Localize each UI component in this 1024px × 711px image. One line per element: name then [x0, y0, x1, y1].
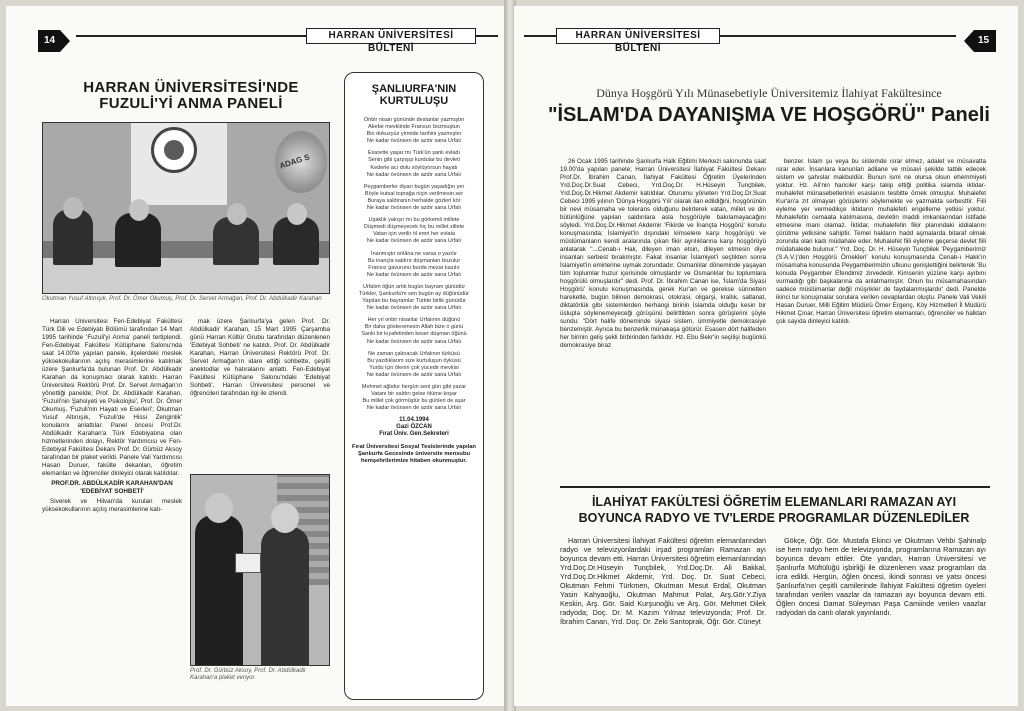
poem-title: [345, 83, 483, 107]
poem-footnote: Fırat Üniversitesi Sosyal Tesislerinde yapılan Şanlıurfa Gecesinde üniversite mensubu hemşehrilerimize hitaben okunmuştur.: [352, 444, 476, 465]
poem-title-line1: ŞANLIURFA'NIN: [371, 83, 457, 95]
poem-stanza: Onbir nisan gününde destanlar yazmıştın Akebe mevkiinde Fransızı bozmuştun Bin dokuzyüz yirmide tarihini yazmıştın Ne kadar övünsen de azdır sana Urfalı: [363, 117, 465, 145]
article-title-line2: FUZULİ'Yİ ANMA PANELİ: [99, 95, 283, 112]
page-number-badge: [38, 30, 70, 52]
article2-title-line1: İLAHİYAT FAKÜLTESİ ÖĞRETİM ELEMANLARI RAMAZAN AYI: [591, 495, 957, 509]
poem-date: 11.04.1994: [399, 417, 429, 424]
article2-col2: [776, 536, 986, 696]
poem-author-title: Fırat Üniv. Gen.Sekreteri: [379, 431, 449, 438]
article1-col2: [776, 158, 986, 478]
right-page: [514, 6, 1018, 706]
poem-stanza: Mehmet ağlıdur hergün seni gün gibi yazar Vatanı bir saldırı gelse ölüme koşar Bu millet çok görmüştür bu günleri de aşar Ne kadar övünsen de azdır sana Urfalı: [361, 384, 467, 412]
poem-stanza: Ne zaman çalınacak Urfalının türküsü Bu yazdıklarım size kurtuluşun öyküsü Yurdu için ölenin çok yücedir mevkisi Ne kadar övünsen de azdır sana Urfalı: [366, 350, 462, 378]
header-rule-right: [476, 35, 498, 37]
poem-stanza: Uşaklık yakışır mı bu görkemli millete Düşmedi düşmeyecek hiç bu millet zillete Vatan için verilir öl emri her evlata Ne kadar övünsen de azdır sana Urfalı: [363, 217, 465, 245]
article1-col1: [560, 158, 766, 478]
poem-title-line2: KURTULUŞU: [379, 95, 449, 107]
poem-stanza: Urfalım öğün artık bugün bayram günüdür Türkler, Şanlıurfa'm sen bugün ay düğünüdür Yapılan bu bayramlar Türkte birlik günüdür Ne kadar övünsen de azdır sana Urfalı: [359, 283, 469, 312]
poem-author: Gazi ÖZCAN: [396, 424, 432, 431]
plaque: [235, 553, 261, 573]
university-seal-icon: [151, 127, 197, 173]
photo1-caption: Okutman Yusuf Altınışık, Prof. Dr. Ömer Okumuş, Prof. Dr. Servet Armağan, Prof. Dr. Abdülkadir Karahan: [42, 296, 322, 302]
header-rule-right: [720, 35, 956, 37]
wreath-ribbon-text: ADAG S: [278, 152, 311, 171]
article2-col2-text: Gökçe, Öğr. Gör. Mustafa Ekinci ve Okutman Vehbi Şahinalp ise hem radyo hem de televizyonda, programlarına Ramazan ayı boyunca devam ettiler. Öte yandan, Harran Üniversitesi ve Şanlıurfa Müftülüğü işbirliği ile düzenlenen vaaz programları da icra edildi. Hergün, öğlen öncesi, ikindi sonrası ve yatsı öncesi Şanlıurfa'nın çeşitli camilerinde İlahiyat Fakültesi öğretim üyeleri tarafından verilen vaazlar da ramazan ayı boyunca devam etti. Öğlen öncesi Damat Süleyman Paşa Camiinde verilen vaazlar radyodan da canlı olarak yayınlandı.: [776, 536, 986, 617]
article-col1-text: Harran Üniversitesi Fen-Edebiyat Fakültesi Türk Dili ve Edebiyatı Bölümü tarafından 14 Mart 1995 tarihinde 'Fuzuli'yi Anma' paneli tertiplendi. Fen-Edebiyat Fakültesi Kütüphane Salonu'nda saat 14.00'te yapılan panele, ilçelerdeki meslek yüksekokullarının açılış merasimlerine katılmak üzere Şanlıurfa'da bulunan Prof. Dr. Abdülkadir Karahan da konuşmacı olarak katıldı. Harran Üniversitesi Rektörü Prof. Dr. Servet Armağan'ın yönettiği panelde; Prof. Dr. Abdülkadir Karahan, 'Fuzuli'nin Şahsiyeti ve Psikolojisi', Prof. Dr. Ömer Okumuş, 'Fuzuli'nin Hayatı ve Eserleri'; Okutman Yusuf Altınışık, 'Fuzuli'de Hissi Zenginlik' konularını anlattılar. Panel öncesi Prof.Dr. Abdülkadir Karahan'a Türk Edebiyatına olan hizmetlerinden dolayı, Rektör Yardımcısı ve Fen-Edebiyat Fakültesi Dekanı Prof. Dr. Gürbüz Aksoy tarafından bir plaket verildi. Panele Vali Yardımcısı Hasan Duruer, fakülte dekanları, öğretim elemanları ve öğrenciler dinleyici olarak katıldılar.: [42, 318, 182, 477]
article1-col1-text: 26 Ocak 1995 tarihinde Şanlıurfa Halk Eğitimi Merkezi salonunda saat 19.00'da yapılan panele; Harran Üniversitesi İlahiyat Fakültesi Dekanı Prof.Dr. İbrahim Canan, İlahiyat Fakültesi Öğretim Üyelerinden Yrd.Doç.Dr.Suat Cebeci, Yrd.Doç.Dr. H.Hüseyin Tunçbilek, Yrd.Doç.Dr.Hikmet Akdemir katıldılar. Oturumu yöneten Yrd.Doç.Dr.Suat Cebeci 1995 yılının 'Dünya Hoşgörü Yılı' olarak ilan edildiğini, hoşgörünün bir nevi müsamaha ve tolerans olduğunu belirterek vatan, millet ve din bütünlüğüne yapılan saldırılara asla hoşgörüyle bakılamayacağını söyledi. Yrd.Doç.Dr.Hikmet Akdemir 'Fikirde ve İnançta Hoşgörü' konulu konuşmasında; İslamiyet'in dışındaki kimselere karşı hoşgörüyü ve müslümanların kendi aralarında çıkan fikir ayrılıklarına karşı hoşgörüyü anlatarak "...Cenab-ı Hak, dileyen iman etsin, dileyen etmesin diye insanları serbest bırakmıştır. Fakat insanlar İslamiyet'i seçtikten sonra İslamiyet'in emirlerine uymak zorundadır. Osmanlılar döneminde yaşayan tüm toplumlar huzur içerisinde olmuşlardır ve Osmanlılar bu toplumlara hoşgörülü olmuşlardır" dedi. Prof. Dr. İbrahim Canan ise, 'İslam'da Siyasi Hoşgörü' konulu konuşmasında, gerek Kur'an ve gerekse sünnetten hareketle, bugün bilinen demokrasi, otokrasi, oligarşi, krallık, saltanat, diktatörlük gibi sistemlerden herhangi birinin İslamda olduğu kesin bir üslupla söylenemeyeceği görüşünü belirttikten sonra görüşlerini şöyle sundu: "Dört halife döneminde siyasi sistem, ümmiyetle demokrasiye benzemiştir. Ayrıca bu benzerlik münakaşa götürür. Esasen dört halifeden her birinin geliş şekli birbirinden farklıdır. Hz. Ebu Bekr'in seçilişi bugünkü demokrasiye biraz: [560, 158, 766, 349]
article1-col2-text: benzer. İslam şu veya bu sistemde ısrar etmez, adalet ve müsavatta ısrar eder. İnsanlara kanunları adilane ve müsavi şekilde tatbik edecek sistem ve şahıslar makbuldür. Bunun ismi ne olursa olsun ehemmiyeti yoktur. Hz. Ali'nin hariciler karşı takip ettiği politika islamda iktidar-muhalefet münasebetlerinin esaslarını tesbitte örnek olmuştur. Muhalefet Kur'an'a zıt olmayan görüşlerini söylemekte ve yazmakta serbesttir. Fiili eyleme yer vermedikçe iktidarın muhalefeti engelleme yetkisi yoktur. Muhalefetin cemaata katılmasına, devletin maddi imkanlarından istifade etmesine mani olamaz. İktidar, muhalefetin fikir planındaki iddialarını çürütme yetkisine sahiptir. Temel hakların hadd aşmalarda bitaraf olmak zorunda olan kadı müdahale eder. Muhalefet fiili eyleme geçerse devlet fiili müdahalede bulunur." Yrd. Doç. Dr. H. Hüseyin Tunçbilek 'Peygamberimiz (S.A.V.)'den Hoşgörü Örnekleri' konulu konuşmasında Cenab-ı Hakk'ın müsamaha konusunda Peygamberimizin ufkunu genişlettiğini belirterek 'Bu konuda Peygamber Efendimiz zirvededir. Kimsenin yüzüne karşı ayıbını vurmadığı gibi başkalarına da anlatmamıştır. Onun bu müsamahasından sadece müslümanlar değil müşrikler de faydalanmışlardır' dedi. Panelde ikinci tur konuşmalar sorulara verilen cevaplardan oluştu. Panele Vali Vekili Hasan Duruer, Milli Eğitim Müdürü Ömer Ergenç, Köy Hizmetleri İl Müdürü Hikmet Çınar, Harran Üniversitesi öğretim elemanları, öğrenciler ve halktan çok sayıda dinleyici katıldı.: [776, 158, 986, 325]
poem-stanza: İnanmıştır onlâna ne varsa o yazılır Bu inançla saldırır düşmanları bozulur Fransız gavurunu burda mezar kazılır Ne kadar övünsen de azdır sana Urfalı: [366, 250, 462, 278]
plaque-photo: [190, 474, 330, 666]
poem-stanza: Peygamberler diyarı bugün yaşadığın yer Böyle kutsal toprağa niçin verilmesin ser Buraya saldıranın herhalde gözleri kör Ne kadar övünsen de azdır sana Urfalı: [363, 183, 465, 212]
article-title: "İSLAM'DA DAYANIŞMA VE HOŞGÖRÜ" Paneli: [548, 104, 990, 126]
article-col2-text: mak üzere Şanlıurfa'ya gelen Prof. Dr. Abdülkadir Karahan, 15 Mart 1995 Çarşamba günü Harran Kültür Grubu tarafından düzenlenen 'Edebiyat Sohbeti' ne katıldı. Prof. Dr. Abdülkadir Karahan, Harran Üniversitesi Rektörü Prof. Dr. Servet Armağan'ın idare ettiği sohbette, çeşitli anektodlar ve hatıralarını anlattı. Fen-Edebiyat Fakültesi Kütüphane Salonu'ndaki 'Edebiyat Sohbeti', Harran Üniversitesi personel ve öğrencileri tarafından ilgi ile izlendi.: [190, 318, 330, 397]
header-rule-left: [524, 35, 556, 37]
article-col2: [190, 318, 330, 466]
bulletin-header: HARRAN ÜNİVERSİTESİ BÜLTENİ: [556, 28, 720, 44]
header-rule-left: [76, 35, 306, 37]
article2-title: [544, 494, 1004, 526]
article2-title-line2: BOYUNCA RADYO VE TV'LERDE PROGRAMLAR DÜZENLEDİLER: [578, 511, 970, 525]
left-page: [6, 6, 506, 706]
photo2-caption: Prof. Dr. Gürbüz Aksoy, Prof. Dr. Abdülkadir Karahan'a plaket veriyor.: [190, 668, 307, 681]
poem-stanza: Her yıl onbir nisanlar Urfalının düğünü Bir daha gösteremesin Allah bize o günü Sanki bir kıyafetinden keser düşman öğünü Ne kadar övünsen de azdır sana Urfalı: [361, 317, 467, 345]
poem-stanza: Esarette yaşar mı Türk'ün şanlı evladı Senin gibi çarpışıp kurdular bu devleti Kederle acı dolu söylüyorsun hayatı Ne kadar övünsen de azdır sana Urfalı: [366, 150, 462, 178]
poem-box: [344, 72, 484, 700]
poem-stanzas: [345, 117, 483, 412]
article2-col1: [560, 536, 766, 696]
article2-col1-text: Harran Üniversitesi İlahiyat Fakültesi öğretim elemanlarından radyo ve televizyonlardaki irşad programları Ramazan ayı boyunca devam etti. Harran Üniversitesi öğretim elemanlarından Yrd.Doç.Dr.Hüseyin Tunçbilek, Yrd.Doç.Dr. Ali Bakkal, Yrd.Doç.Dr.Hikmet Akdemir, Yrd. Doç. Dr. Suat Cebeci, Okutman Fehmi Türkmen, Okutman Mesut Erdal, Okutman Yasin Kahyaoğlu, Okutman Mahmut Polat, Arş.Gör.Y.Ziya Keskin, Arş. Gör. Said Kurşunoğlu ve Arş. Gör. Mehmet Dilek radyoda; Doç. Dr. M. Kazım Yılmaz televizyonda; Prof. Dr. İbrahim Canan, Yrd. Doç. Dr. Zeki Sarıtoprak, Öğr. Gör. Cüneyt: [560, 536, 766, 626]
article-title-line1: HARRAN ÜNİVERSİTESİ'NDE: [83, 79, 299, 96]
article-subhead: PROF.DR. ABDÜLKADİR KARAHAN'DAN 'EDEBİYAT SOHBETİ': [51, 480, 173, 495]
bulletin-header: HARRAN ÜNİVERSİTESİ BÜLTENİ: [306, 28, 476, 44]
poem-signature: [345, 417, 483, 438]
article-col1: [42, 318, 182, 703]
article-title: [46, 80, 336, 112]
page-number-badge: [964, 30, 996, 52]
article-kicker: Dünya Hoşgörü Yılı Münasebetiyle Üniversitemiz İlahiyat Fakültesince: [596, 86, 942, 100]
article-col1-tail: Siverek ve Hilvan'da kurulan meslek yüksekokullarının açılış merasimlerine katı-: [42, 498, 182, 513]
panel-photo: [42, 122, 330, 294]
page-number: 14: [44, 35, 56, 46]
section-divider: [560, 486, 990, 488]
page-number: 15: [978, 35, 990, 46]
